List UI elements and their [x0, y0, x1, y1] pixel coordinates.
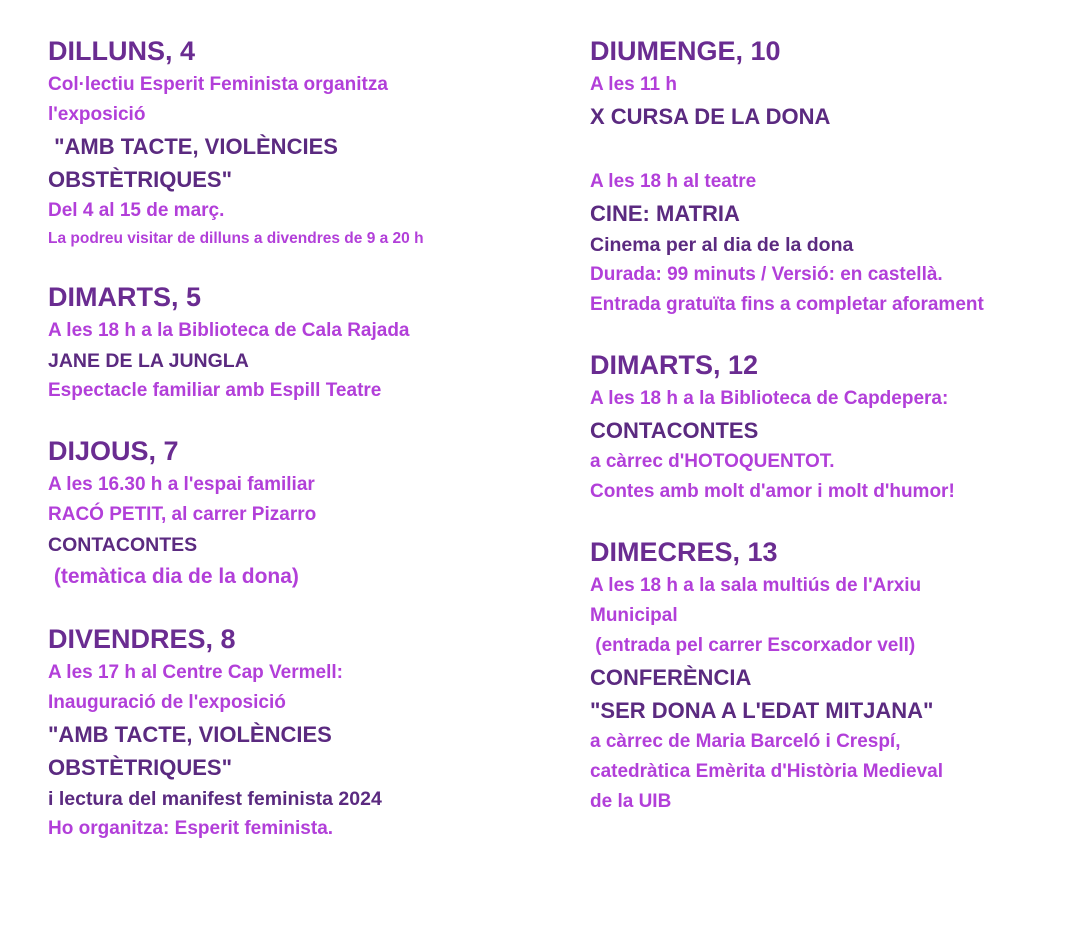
exhibition-title: OBSTÈTRIQUES"	[48, 167, 233, 192]
event-place: RACÓ PETIT, al carrer Pizarro	[48, 504, 317, 525]
event-entry: Entrada gratuïta fins a completar aforament	[590, 294, 984, 315]
event-subtitle: Cinema per al dia de la dona	[590, 234, 854, 256]
day-title: DIMARTS, 12	[590, 350, 759, 380]
event-title: CONTACONTES	[48, 534, 198, 556]
day-title: DIUMENGE, 10	[590, 36, 781, 66]
day-dilluns-4	[48, 32, 548, 252]
event-time: A les 17 h al Centre Cap Vermell:	[48, 662, 343, 683]
visit-hours: La podreu visitar de dilluns a divendres de 9 a 20 h	[48, 230, 424, 247]
talk-title: "SER DONA A L'EDAT MITJANA"	[590, 698, 934, 723]
event-time: A les 16.30 h a l'espai familiar	[48, 474, 315, 495]
day-title: DIMECRES, 13	[590, 537, 778, 567]
speaker-line: a càrrec de Maria Barceló i Crespí,	[590, 731, 901, 752]
event-title: JANE DE LA JUNGLA	[48, 350, 249, 372]
event-entrance: (entrada pel carrer Escorxador vell)	[590, 635, 916, 656]
event-title: CONFERÈNCIA	[590, 665, 752, 690]
event-time: A les 18 h a la sala multiús de l'Arxiu	[590, 575, 922, 596]
exhibition-title: "AMB TACTE, VIOLÈNCIES	[48, 722, 332, 747]
event-performer: a càrrec d'HOTOQUENTOT.	[590, 451, 835, 472]
day-title: DIMARTS, 5	[48, 282, 202, 312]
organizer-line: Ho organitza: Esperit feminista.	[48, 818, 334, 839]
day-divendres-8	[48, 620, 548, 844]
inauguration-line: Inauguració de l'exposició	[48, 692, 286, 713]
organizer-line: Col·lectiu Esperit Feminista organitza	[48, 74, 388, 95]
exhibition-dates: Del 4 al 15 de març.	[48, 200, 225, 221]
day-dijous-7	[48, 432, 548, 594]
day-dimarts-5	[48, 278, 548, 406]
day-diumenge-10	[590, 32, 1060, 320]
left-column	[48, 32, 548, 870]
event-theme: (temàtica dia de la dona)	[48, 565, 299, 588]
event-time: A les 11 h	[590, 74, 677, 95]
event-description: Contes amb molt d'amor i molt d'humor!	[590, 481, 955, 502]
manifest-line: i lectura del manifest feminista 2024	[48, 788, 382, 810]
day-title: DIVENDRES, 8	[48, 624, 236, 654]
event-place: Municipal	[590, 605, 678, 626]
event-title: X CURSA DE LA DONA	[590, 104, 831, 129]
speaker-line: de la UIB	[590, 791, 672, 812]
event-title: CINE: MATRIA	[590, 201, 740, 226]
exhibition-title: OBSTÈTRIQUES"	[48, 755, 233, 780]
day-title: DILLUNS, 4	[48, 36, 196, 66]
event-description: Espectacle familiar amb Espill Teatre	[48, 380, 382, 401]
organizer-line: l'exposició	[48, 104, 146, 125]
event-duration: Durada: 99 minuts / Versió: en castellà.	[590, 264, 943, 285]
day-title: DIJOUS, 7	[48, 436, 179, 466]
event-time: A les 18 h al teatre	[590, 171, 757, 192]
right-column	[590, 32, 1060, 843]
speaker-line: catedràtica Emèrita d'Història Medieval	[590, 761, 943, 782]
day-dimarts-12	[590, 346, 1060, 507]
day-dimecres-13	[590, 533, 1060, 817]
event-time: A les 18 h a la Biblioteca de Capdepera:	[590, 388, 949, 409]
exhibition-title: "AMB TACTE, VIOLÈNCIES	[48, 134, 338, 159]
event-time: A les 18 h a la Biblioteca de Cala Rajada	[48, 320, 410, 341]
event-title: CONTACONTES	[590, 418, 759, 443]
